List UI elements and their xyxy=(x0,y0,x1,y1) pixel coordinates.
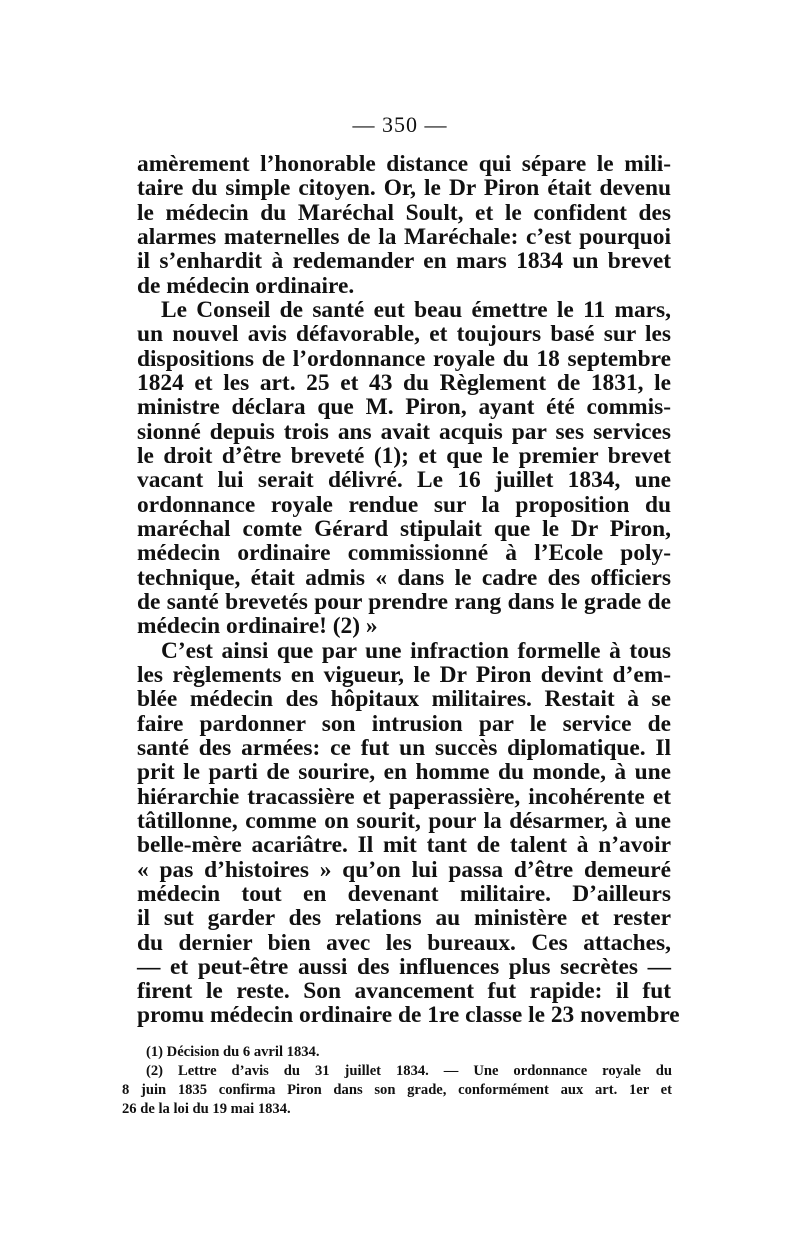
text-line: il sut garder des relations au ministère et rester xyxy=(137,905,671,932)
footnote-line: 26 de la loi du 19 mai 1834. xyxy=(122,1101,291,1117)
text-line: vacant lui serait délivré. Le 16 juillet 1834, une xyxy=(137,467,671,494)
text-line: amèrement l’honorable distance qui sépare le mili- xyxy=(137,151,671,177)
text-line: C’est ainsi que par une infraction formelle à tous xyxy=(161,637,671,664)
text-line: alarmes maternelles de la Maréchale: c’est pourquoi xyxy=(137,223,671,250)
footnote-line: (1) Décision du 6 avril 1834. xyxy=(146,1044,320,1060)
text-line: technique, était admis « dans le cadre des officiers xyxy=(137,564,671,591)
text-line: tâtillonne, comme on sourit, pour la désarmer, à une xyxy=(137,807,671,834)
text-line: dispositions de l’ordonnance royale du 18 septembre xyxy=(137,345,671,372)
text-line: blée médecin des hôpitaux militaires. Restait à se xyxy=(137,686,671,713)
text-line: ordonnance royale rendue sur la proposition du xyxy=(137,491,671,518)
text-line: ministre déclara que M. Piron, ayant été commis- xyxy=(137,394,671,421)
text-line: le droit d’être breveté (1); et que le premier brevet xyxy=(137,442,671,469)
text-line: médecin tout en devenant militaire. D’ailleurs xyxy=(137,880,671,907)
text-line: il s’enhardit à redemander en mars 1834 un brevet xyxy=(137,248,671,275)
text-line: de santé brevetés pour prendre rang dans le grade de xyxy=(137,588,671,615)
text-line: « pas d’histoires » qu’on lui passa d’être demeuré xyxy=(137,856,671,883)
text-line: promu médecin ordinaire de 1re classe le 23 novembre xyxy=(137,1002,680,1029)
text-line: hiérarchie tracassière et paperassière, incohérente et xyxy=(137,783,671,810)
text-line: 1824 et les art. 25 et 43 du Règlement de 1831, le xyxy=(137,369,671,396)
text-line: du dernier bien avec les bureaux. Ces attaches, xyxy=(137,929,671,956)
text-line: maréchal comte Gérard stipulait que le Dr Piron, xyxy=(137,515,671,542)
text-line: faire pardonner son intrusion par le service de xyxy=(137,710,671,737)
text-line: médecin ordinaire! (2) » xyxy=(137,613,378,640)
text-line: santé des armées: ce fut un succès diplomatique. Il xyxy=(137,734,671,761)
text-line: firent le reste. Son avancement fut rapide: il fut xyxy=(137,978,671,1005)
text-line: Le Conseil de santé eut beau émettre le 11 mars, xyxy=(161,296,671,323)
footnotes xyxy=(122,1043,672,1119)
text-line: médecin ordinaire commissionné à l’Ecole poly- xyxy=(137,540,671,567)
text-line: — et peut-être aussi des influences plus secrètes — xyxy=(137,953,671,980)
text-line: sionné depuis trois ans avait acquis par ses services xyxy=(137,418,671,445)
text-line: le médecin du Maréchal Soult, et le confident des xyxy=(137,199,671,226)
footnote-line: 8 juin 1835 confirma Piron dans son grade, conformément aux art. 1er et xyxy=(122,1082,672,1098)
body-text xyxy=(137,151,680,1029)
text-line: les règlements en vigueur, le Dr Piron devint d’em- xyxy=(137,661,671,688)
text-line: un nouvel avis défavorable, et toujours basé sur les xyxy=(137,321,671,348)
page-number: — 350 — xyxy=(352,112,448,137)
footnote-line: (2) Lettre d’avis du 31 juillet 1834. — Une ordonnance royale du xyxy=(146,1063,672,1079)
text-line: prit le parti de sourire, en homme du monde, à une xyxy=(137,759,671,786)
text-line: belle-mère acariâtre. Il mit tant de talent à n’avoir xyxy=(137,832,671,859)
text-line: de médecin ordinaire. xyxy=(137,272,355,299)
text-line: taire du simple citoyen. Or, le Dr Piron était devenu xyxy=(137,175,671,202)
